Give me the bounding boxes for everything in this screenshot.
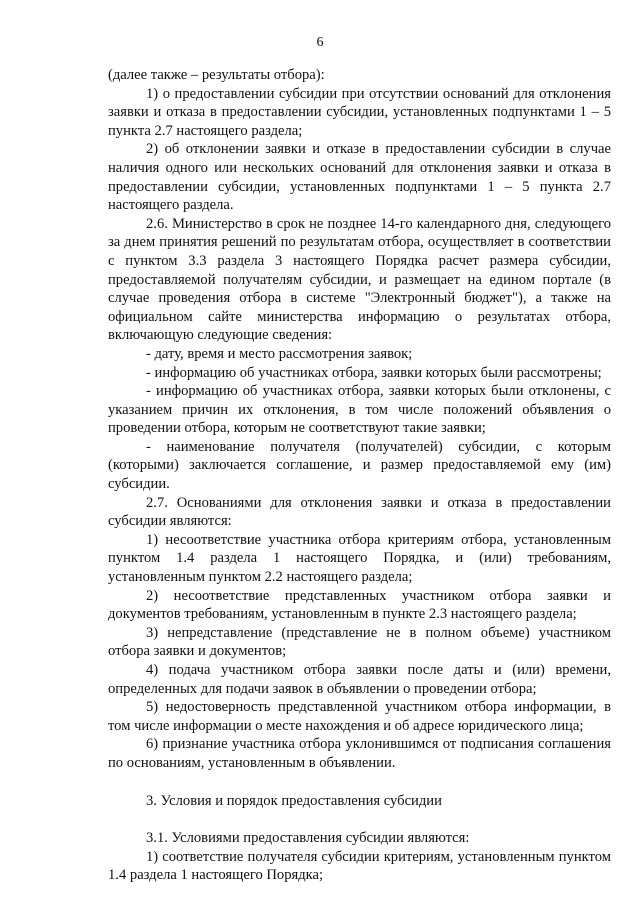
list-item: - информацию об участниках отбора, заявки которых были отклонены, с указанием причин их отклонения, в том числе положений объявления о проведении отбора, которым не соответствуют такие заявки;	[108, 383, 611, 437]
list-item: 2) несоответствие представленных участником отбора заявки и документов требованиям, установленным в пункте 2.3 настоящего раздела;	[108, 587, 611, 623]
list-item: 1) несоответствие участника отбора критериям отбора, установленным пунктом 1.4 раздела 1 настоящего Порядка, и (или) требованиям, установленным пунктом 2.2 настоящего раздела;	[108, 531, 611, 586]
list-item: 6) признание участника отбора уклонившимся от подписания соглашения по основаниям, установленным в объявлении.	[108, 736, 611, 771]
list-item: 5) недостоверность представленной участником отбора информации, в том числе информации о месте нахождения и об адресе юридического лица;	[108, 699, 611, 734]
list-item: - наименование получателя (получателей) субсидии, с которым (которыми) заключается соглашение, и размер предоставляемой ему (им) субсидии.	[108, 438, 611, 493]
paragraph-2-7: 2.7. Основаниями для отклонения заявки и отказа в предоставлении субсидии являются:	[108, 494, 611, 530]
list-item: 3) непредставление (представление не в полном объеме) участником отбора заявки и документов;	[108, 624, 611, 660]
list-item: 4) подача участником отбора заявки после даты и (или) времени, определенных для подачи заявок в объявлении о проведении отбора;	[108, 662, 611, 697]
page-number: 6	[316, 35, 324, 50]
section-heading: 3. Условия и порядок предоставления субсидии	[146, 792, 442, 809]
list-item: 1) соответствие получателя субсидии критериям, установленным пунктом 1.4 раздела 1 настоящего Порядка;	[108, 848, 611, 884]
paragraph-3-1: 3.1. Условиями предоставления субсидии являются:	[146, 830, 470, 847]
document-body	[108, 66, 611, 885]
list-item: 2) об отклонении заявки и отказе в предоставлении субсидии в случае наличия одного или нескольких оснований для отклонения заявки и отказа в предоставлении субсидии, установленных подпунктами 1 – 5 пункта 2.7 настоящего раздела.	[108, 141, 611, 214]
paragraph-continuation: (далее также – результаты отбора):	[108, 67, 325, 83]
list-item: - информацию об участниках отбора, заявки которых были рассмотрены;	[146, 364, 602, 381]
list-item: - дату, время и место рассмотрения заявок;	[146, 345, 413, 362]
list-item: 1) о предоставлении субсидии при отсутствии оснований для отклонения заявки и отказа в предоставлении субсидии, установленных подпунктами 1 – 5 пункта 2.7 настоящего раздела;	[108, 85, 611, 139]
paragraph-2-6: 2.6. Министерство в срок не позднее 14-го календарного дня, следующего за днем принятия решений по результатам отбора, осуществляет в соответствии с пунктом 3.3 раздела 3 настоящего Порядка расчет размера субсидии, предоставляемой получателям субсидии, и размещает на едином портале (в случае проведения отбора в системе "Электронный бюджет"), а также на официальном сайте министерства информацию о результатах отбора, включающую следующие сведения:	[108, 215, 611, 344]
